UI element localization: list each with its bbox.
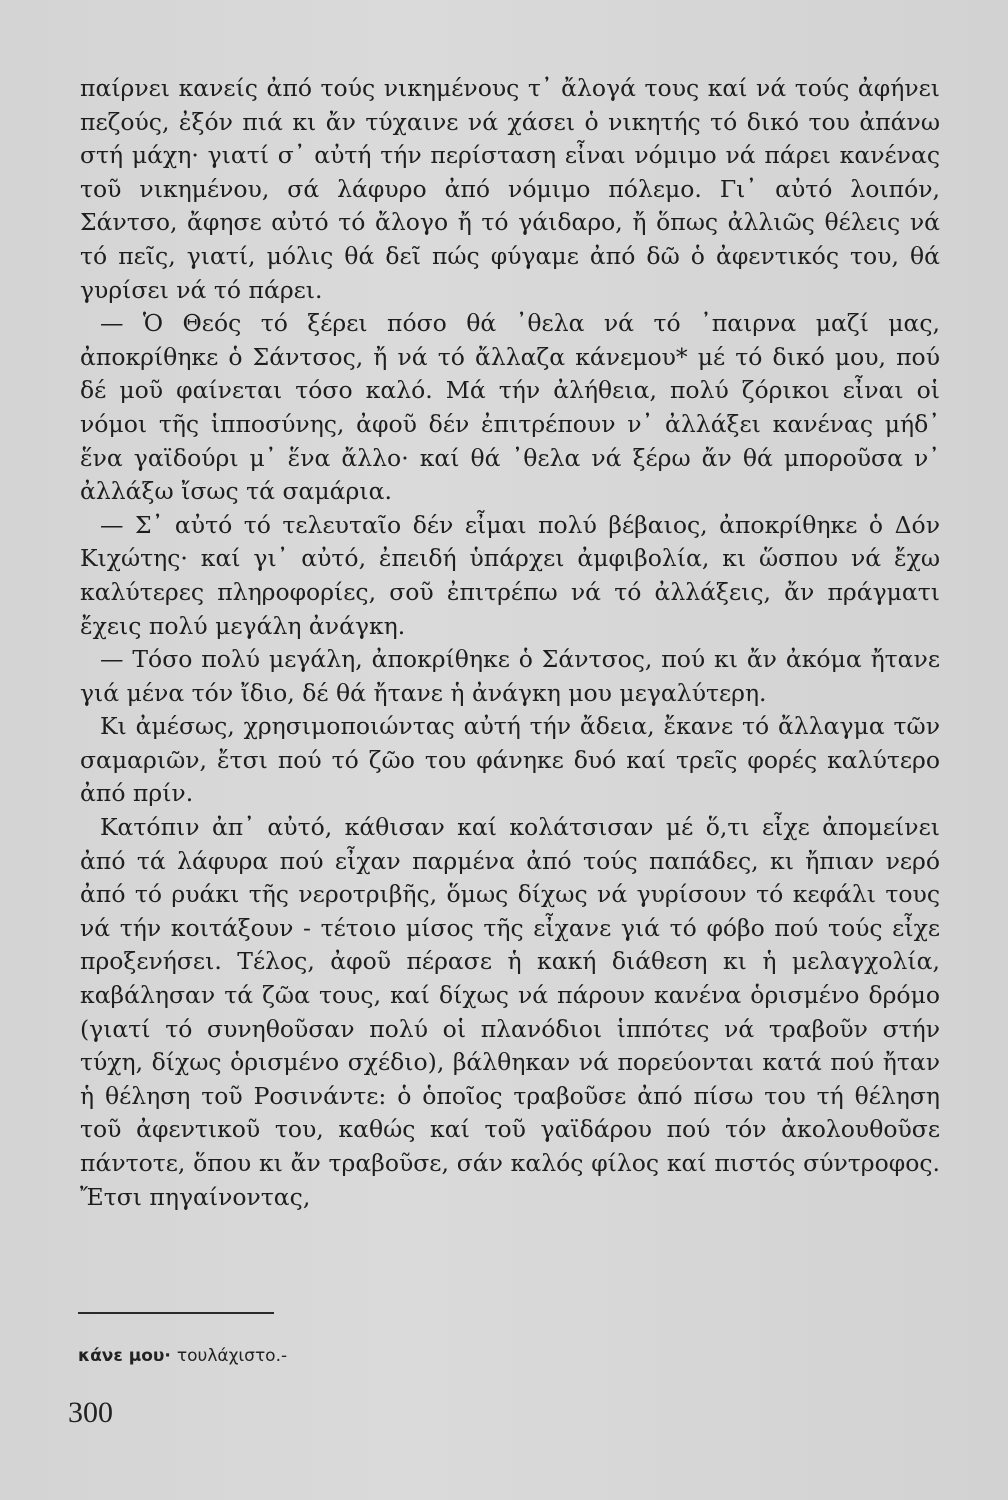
paragraph-1: παίρνει κανείς ἀπό τούς νικημένους τ᾿ ἄλογά τους καί νά τούς ἀφήνει πεζούς, ἐξόν πιά κι ἄν τύχαινε νά χάσει ὁ νικητής τό δικό του ἀπάνω στή μάχη· γιατί σ᾿ αὐτή τήν περίσταση εἶναι νόμιμο νά πάρει κανένας τοῦ νικημένου, σά λάφυρο ἀπό νόμιμο πόλεμο. Γι᾿ αὐτό λοιπόν, Σάντσο, ἄφησε αὐτό τό ἄλογο ἤ τό γάιδαρο, ἤ ὅπως ἀλλιῶς θέλεις νά τό πεῖς, γιατί, μόλις θά δεῖ πώς φύγαμε ἀπό δῶ ὁ ἀφεντικός του, θά γυρίσει νά τό πάρει.	[80, 74, 940, 304]
paragraph-5: Κι ἀμέσως, χρησιμοποιώντας αὐτή τήν ἄδεια, ἔκανε τό ἄλλαγμα τῶν σαμαριῶν, ἔτσι πού τό ζῶο του φάνηκε δυό καί τρεῖς φορές καλύτερο ἀπό πρίν.	[80, 712, 940, 808]
page-number: 300	[68, 1396, 113, 1429]
body-text	[80, 72, 940, 1214]
footnote-text: τουλάχιστο.-	[176, 1346, 288, 1366]
paragraph-6: Κατόπιν ἀπ᾿ αὐτό, κάθισαν καί κολάτσισαν μέ ὅ,τι εἶχε ἀπομείνει ἀπό τά λάφυρα πού εἶχαν παρμένα ἀπό τούς παπάδες, κι ἤπιαν νερό ἀπό τό ρυάκι τῆς νεροτριβῆς, ὅμως δίχως νά γυρίσουν τό κεφάλι τους νά τήν κοιτάξουν - τέτοιο μίσος τῆς εἶχανε γιά τό φόβο πού τούς εἶχε προξενήσει. Τέλος, ἀφοῦ πέρασε ἡ κακή διάθεση κι ἡ μελαγχολία, καβάλησαν τά ζῶα τους, καί δίχως νά πάρουν κανένα ὁρισμένο δρόμο (γιατί τό συνηθοῦσαν πολύ οἱ πλανόδιοι ἱππότες νά τραβοῦν στήν τύχη, δίχως ὁρισμένο σχέδιο), βάλθηκαν νά πορεύονται κατά πού ἤταν ἡ θέληση τοῦ Ροσινάντε: ὁ ὁποῖος τραβοῦσε ἀπό πίσω του τή θέληση τοῦ ἀφεντικοῦ του, καθώς καί τοῦ γαϊδάρου πού τόν ἀκολουθοῦσε πάντοτε, ὅπου κι ἄν τραβοῦσε, σάν καλός φίλος καί πιστός σύντροφος. Ἔτσι πηγαίνοντας,	[80, 813, 940, 1211]
paragraph-3: — Σ᾿ αὐτό τό τελευταῖο δέν εἶμαι πολύ βέβαιος, ἀποκρίθηκε ὁ Δόν Κιχώτης· καί γι᾿ αὐτό, ἐπειδή ὑπάρχει ἀμφιβολία, κι ὥσπου νά ἔχω καλύτερες πληροφορίες, σοῦ ἐπιτρέπω νά τό ἀλλάξεις, ἄν πράγματι ἔχεις πολύ μεγάλη ἀνάγκη.	[80, 510, 940, 640]
paragraph-2: — Ὁ Θεός τό ξέρει πόσο θά ᾿θελα νά τό ᾿παιρνα μαζί μας, ἀποκρίθηκε ὁ Σάντσος, ἤ νά τό ἄλλαζα κάνεμου* μέ τό δικό μου, πού δέ μοῦ φαίνεται τόσο καλό. Μά τήν ἀλήθεια, πολύ ζόρικοι εἶναι οἱ νόμοι τῆς ἱπποσύνης, ἀφοῦ δέν ἐπιτρέπουν ν᾿ ἀλλάξει κανένας μήδ᾿ ἕνα γαϊδούρι μ᾿ ἕνα ἄλλο· καί θά ᾿θελα νά ξέρω ἄν θά μποροῦσα ν᾿ ἀλλάξω ἴσως τά σαμάρια.	[80, 309, 940, 506]
footnote-divider	[78, 1312, 274, 1314]
footnote	[78, 1346, 287, 1366]
footnote-term: κάνε μου·	[78, 1346, 171, 1366]
paragraph-4: — Τόσο πολύ μεγάλη, ἀποκρίθηκε ὁ Σάντσος, πού κι ἄν ἀκόμα ἤτανε γιά μένα τόν ἴδιο, δέ θά ἤτανε ἡ ἀνάγκη μου μεγαλύτερη.	[80, 645, 940, 707]
